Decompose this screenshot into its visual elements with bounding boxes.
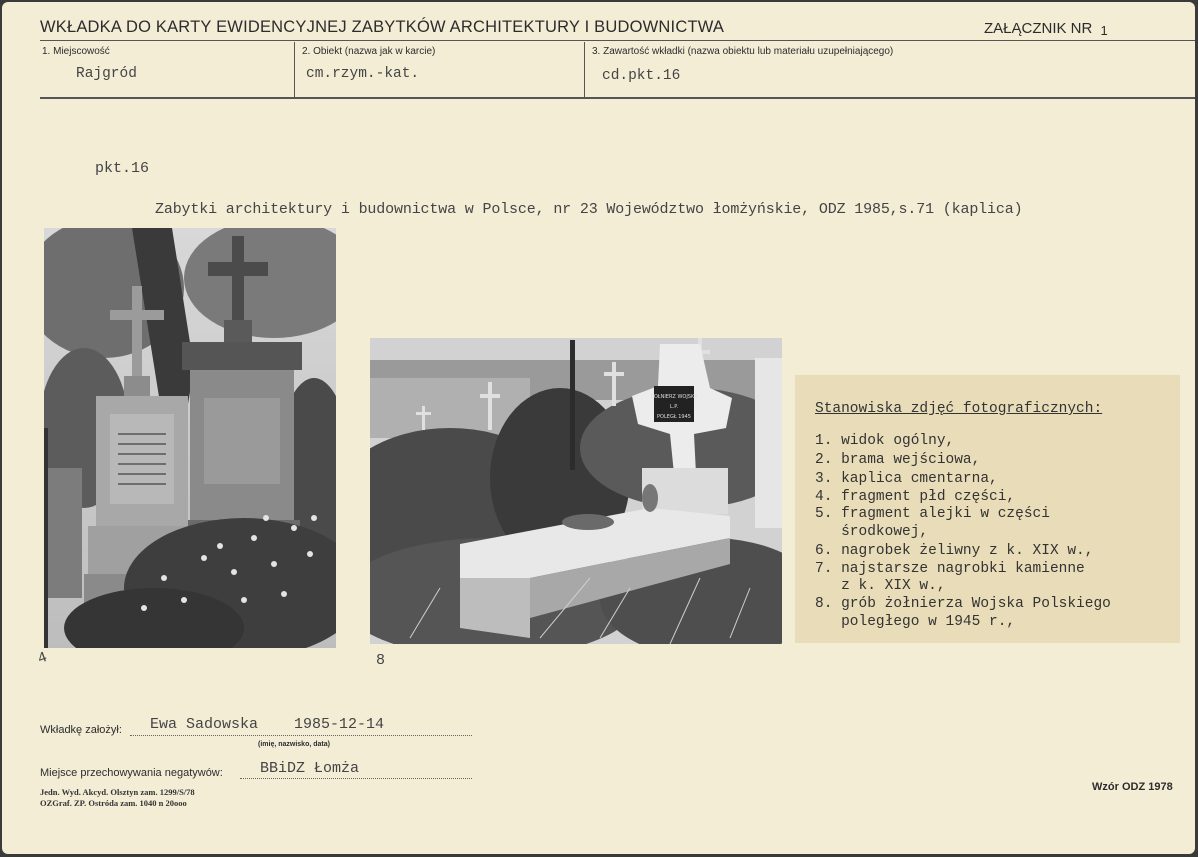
station-item: 3. kaplica cmentarna, [815, 471, 998, 487]
author-hint: (imię, nazwisko, data) [258, 741, 330, 748]
field-content-label: 3. Zawartość wkładki (nazwa obiektu lub materiału uzupełniającego) [592, 46, 894, 57]
photo-gravestones [44, 228, 336, 648]
field-locality-label: 1. Miejscowość [42, 46, 110, 57]
gravestones-image [44, 228, 336, 648]
field-object-value: cm.rzym.-kat. [306, 66, 420, 82]
print-info-2: OZGraf. ZP. Ostróda zam. 1040 n 20ooo [40, 798, 187, 808]
point-heading: pkt.16 [95, 160, 150, 177]
plaque-text-3: POLEGŁ 1945 [657, 414, 691, 420]
field-divider-1 [294, 42, 295, 98]
soldier-grave-image [370, 338, 782, 644]
storage-label: Miejsce przechowywania negatywów: [40, 767, 223, 779]
attachment-label [984, 20, 1108, 37]
field-locality-value: Rajgród [76, 66, 137, 82]
attachment-number: 1 [1100, 23, 1108, 38]
author-value: Ewa Sadowska [150, 716, 259, 733]
field-content-value: cd.pkt.16 [602, 68, 681, 84]
fields-rule [40, 97, 1195, 99]
photo-soldier-grave [370, 338, 782, 644]
stations-heading: Stanowiska zdjęć fotograficznych: [815, 401, 1103, 417]
attachment-text: ZAŁĄCZNIK NR [984, 20, 1093, 37]
storage-value: BBiDZ Łomża [260, 760, 360, 777]
station-item: 8. grób żołnierza Wojska Polskiego [815, 596, 1111, 612]
card-title: WKŁADKA DO KARTY EWIDENCYJNEJ ZABYTKÓW ARCHITEKTURY I BUDOWNICTWA [40, 18, 725, 36]
date-value: 1985-12-14 [294, 716, 385, 733]
record-card [2, 2, 1195, 854]
storage-dotted-line [240, 778, 472, 779]
station-item: 7. najstarsze nagrobki kamienne [815, 561, 1085, 577]
station-item: 5. fragment alejki w części [815, 506, 1050, 522]
author-dotted-line [130, 735, 472, 736]
station-item: z k. XIX w., [815, 578, 946, 594]
header-rule [40, 40, 1195, 41]
station-item: 4. fragment płd części, [815, 489, 1016, 505]
plaque-text-1: ŻOŁNIERZ WOJSKA [650, 394, 698, 400]
photo-number-8: 8 [376, 652, 386, 669]
station-item: środkowej, [815, 524, 929, 540]
field-divider-2 [584, 42, 585, 98]
station-item: 2. brama wejściowa, [815, 452, 981, 468]
reference-text: Zabytki architektury i budownictwa w Polsce, nr 23 Województwo łomżyńskie, ODZ 1985,s.71 (kaplica) [155, 201, 1023, 218]
author-label: Wkładkę założył: [40, 724, 122, 736]
plaque-text-2: L.P. [669, 404, 679, 410]
station-item: poległego w 1945 r., [815, 614, 1016, 630]
model-label: Wzór ODZ 1978 [1092, 781, 1173, 793]
station-item: 1. widok ogólny, [815, 433, 955, 449]
print-info-1: Jedn. Wyd. Akcyd. Olsztyn zam. 1299/S/78 [40, 787, 195, 797]
field-object-label: 2. Obiekt (nazwa jak w karcie) [302, 46, 436, 57]
station-item: 6. nagrobek żeliwny z k. XIX w., [815, 543, 1094, 559]
stations-note [795, 375, 1180, 643]
photo-number-4: 4 [35, 648, 50, 669]
